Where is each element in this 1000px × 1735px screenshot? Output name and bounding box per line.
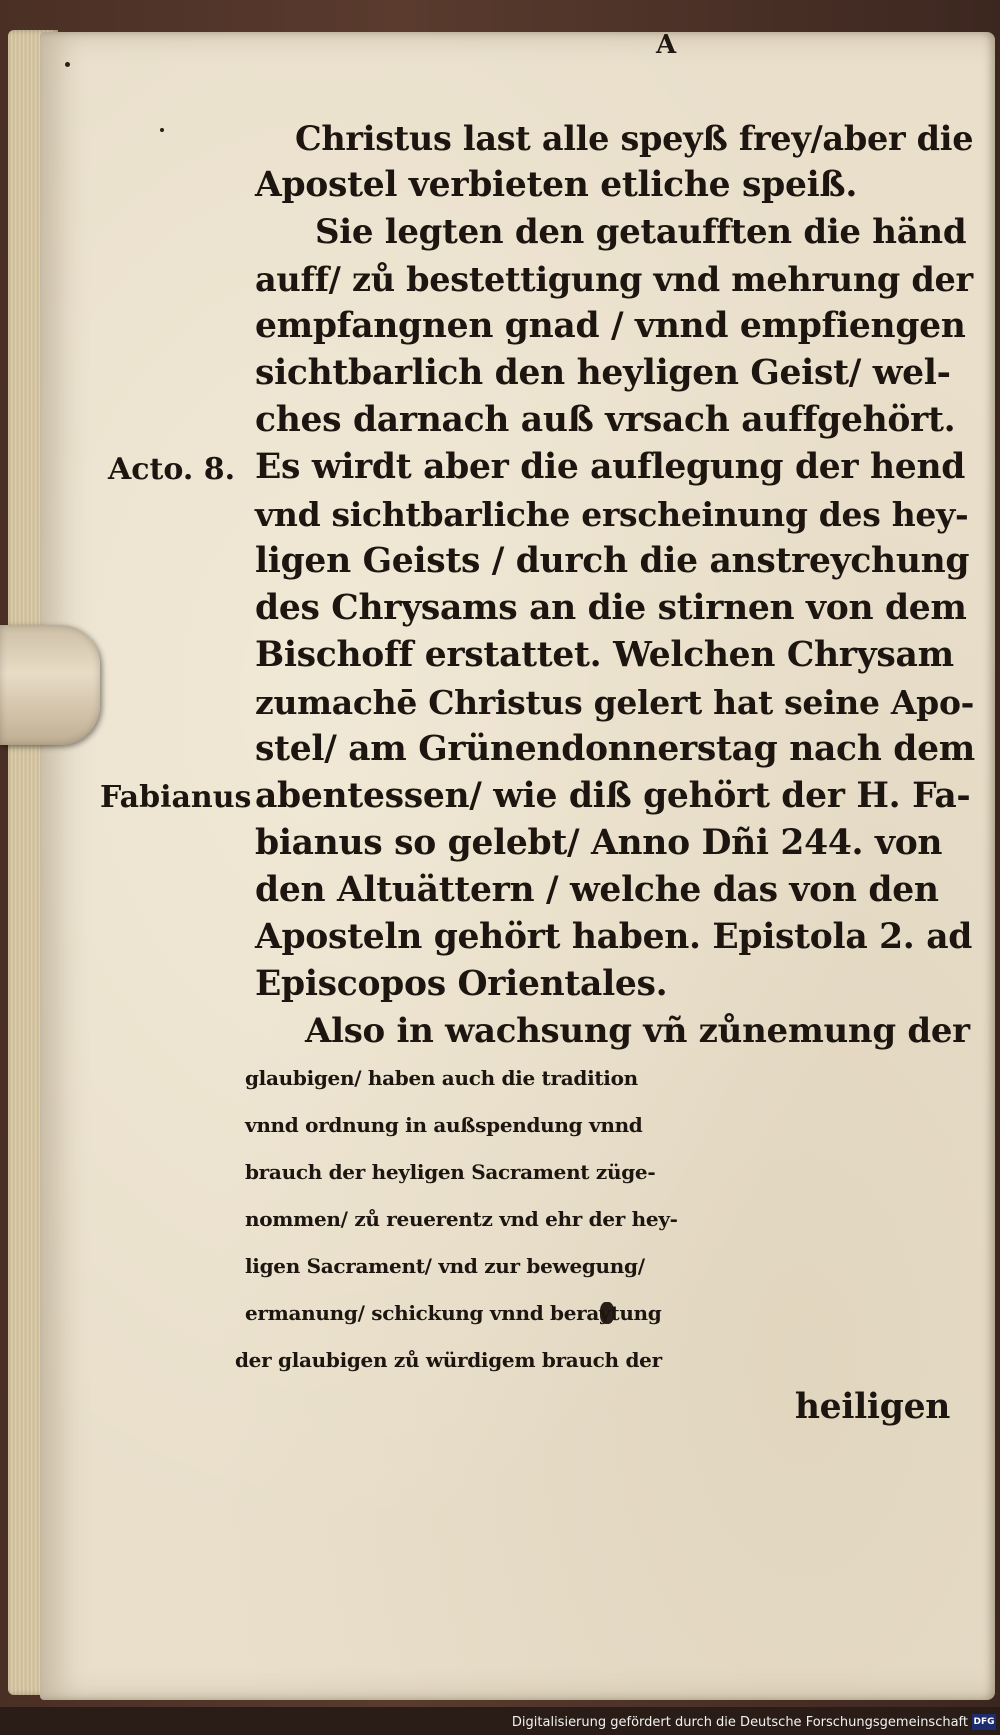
- book-clasp: [0, 625, 100, 745]
- text-line: ligen Geists / durch die anstreychung: [255, 541, 970, 581]
- text-line: sichtbarlich den heyligen Geist/ wel-: [255, 353, 951, 393]
- text-line: Christus last alle speyß frey/aber die: [295, 119, 974, 158]
- text-line: ermanung/ schickung vnnd beraytung: [245, 1301, 662, 1325]
- text-line: ligen Sacrament/ vnd zur bewegung/: [245, 1254, 645, 1278]
- text-line: Bischoff erstattet. Welchen Chrysam: [255, 635, 954, 675]
- text-line: bianus so gelebt/ Anno Dñi 244. von: [255, 823, 943, 863]
- margin-note-fabianus: Fabianus: [100, 780, 252, 815]
- dfg-logo: DFG: [972, 1714, 996, 1730]
- text-line: den Altuättern / welche das von den: [255, 870, 939, 910]
- text-line: auff/ zů bestettigung vnd mehrung der: [255, 260, 973, 299]
- text-line: Apostel verbieten etliche speiß.: [255, 165, 858, 205]
- funding-credit: Digitalisierung gefördert durch die Deutsche Forschungsgemeinschaft: [511, 1715, 968, 1730]
- text-line: abentessen/ wie diß gehört der H. Fa-: [255, 776, 971, 816]
- page-text: [235, 115, 975, 1431]
- footer-bar: [0, 1707, 1000, 1735]
- text-line: vnnd ordnung in außspendung vnnd: [245, 1113, 643, 1137]
- text-line: Also in wachsung vñ zůnemung der: [305, 1011, 970, 1051]
- text-line: brauch der heyligen Sacrament züge-: [245, 1160, 656, 1184]
- text-line: Aposteln gehört haben. Epistola 2. ad: [255, 917, 973, 957]
- text-line: ches darnach auß vrsach auffgehört.: [255, 400, 956, 440]
- text-line: zumachē Christus gelert hat seine Apo-: [255, 683, 975, 722]
- text-line: Sie legten den getaufften die händ: [315, 212, 967, 252]
- text-line: des Chrysams an die stirnen von dem: [255, 588, 967, 628]
- text-line: empfangnen gnad / vnnd empfiengen: [255, 306, 966, 346]
- signature-mark: A: [656, 30, 677, 60]
- text-line: der glaubigen zů würdigem brauch der: [235, 1348, 662, 1372]
- text-line: vnd sichtbarliche erscheinung des hey-: [255, 495, 969, 534]
- text-line: Es wirdt aber die auflegung der hend: [255, 447, 966, 487]
- margin-note-acto: Acto. 8.: [108, 452, 236, 487]
- text-line: glaubigen/ haben auch die tradition: [245, 1066, 638, 1090]
- catchword: heiligen: [794, 1387, 950, 1427]
- text-line: Episcopos Orientales.: [255, 964, 668, 1004]
- text-line: stel/ am Grünendonnerstag nach dem: [255, 729, 975, 769]
- text-line: nommen/ zů reuerentz vnd ehr der hey-: [245, 1207, 678, 1231]
